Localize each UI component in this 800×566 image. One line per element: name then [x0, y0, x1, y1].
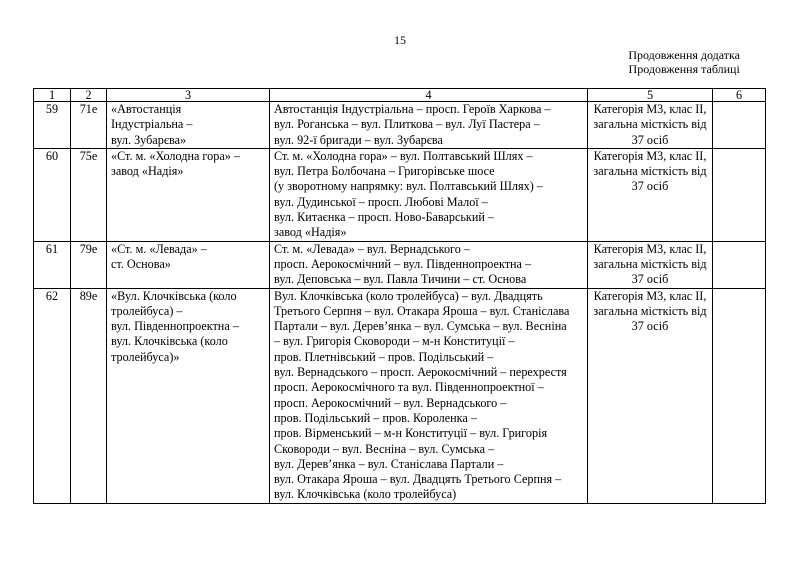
header-col-5: 5: [588, 89, 713, 102]
route-path: Ст. м. «Левада» – вул. Вернадського – просп. Аерокосмічний – вул. Південнопроектна – вул. Деповська – вул. Павла Тичини – ст. Основа: [270, 241, 588, 288]
vehicle-category: Категорія М3, клас ІІ, загальна місткість від 37 осіб: [588, 241, 713, 288]
table-row: [34, 148, 766, 241]
table-row: [34, 102, 766, 149]
vehicle-category: Категорія М3, клас ІІ, загальна місткість від 37 осіб: [588, 288, 713, 503]
route-number: 75е: [71, 148, 107, 241]
route-number: 89е: [71, 288, 107, 503]
table-row: [34, 288, 766, 503]
col6-cell: [713, 241, 766, 288]
continuation-note: [628, 48, 740, 76]
vehicle-category: Категорія М3, клас ІІ, загальна місткість від 37 осіб: [588, 148, 713, 241]
col6-cell: [713, 148, 766, 241]
route-path: Вул. Клочківська (коло тролейбуса) – вул. Двадцять Третього Серпня – вул. Отакара Яроша – вул. Станіслава Партали – вул. Дерев’янка – вул. Сумська – вул. Весніна – вул. Григорія Сковороди – м-н Конституції – пров. Плетнівський – пров. Подільський – вул. Вернадського – просп. Аерокосмічний – перехрестя просп. Аерокосмічного та вул. Південнопроектної – просп. Аерокосмічний – вул. Вернадського – пров. Подільський – пров. Короленка – пров. Вірменський – м-н Конституції – вул. Григорія Сковороди – вул. Весніна – вул. Сумська – вул. Дерев’янка – вул. Станіслава Партали – вул. Отакара Яроша – вул. Двадцять Третього Серпня – вул. Клочківська (коло тролейбуса): [270, 288, 588, 503]
row-number: 61: [34, 241, 71, 288]
route-number: 71е: [71, 102, 107, 149]
route-number: 79е: [71, 241, 107, 288]
route-path: Ст. м. «Холодна гора» – вул. Полтавський Шлях – вул. Петра Болбочана – Григорівське шосе (у зворотному напрямку: вул. Полтавський Шлях) – вул. Дудинської – просп. Любові Малої – вул. Китаєнка – просп. Ново-Баварський – завод «Надія»: [270, 148, 588, 241]
header-col-4: 4: [270, 89, 588, 102]
col6-cell: [713, 102, 766, 149]
header-col-6: 6: [713, 89, 766, 102]
header-col-1: 1: [34, 89, 71, 102]
row-number: 59: [34, 102, 71, 149]
header-col-3: 3: [107, 89, 270, 102]
routes-table: [33, 88, 766, 504]
page-number: 15: [394, 33, 406, 47]
continuation-table-label: Продовження таблиці: [628, 62, 740, 76]
route-name: «Автостанція Індустріальна – вул. Зубарєва»: [107, 102, 270, 149]
vehicle-category: Категорія М3, клас ІІ, загальна місткість від 37 осіб: [588, 102, 713, 149]
table-header-row: [34, 89, 766, 102]
col6-cell: [713, 288, 766, 503]
continuation-appendix-label: Продовження додатка: [628, 48, 740, 62]
table-row: [34, 241, 766, 288]
route-path: Автостанція Індустріальна – просп. Героїв Харкова – вул. Роганська – вул. Плиткова – вул. Луї Пастера – вул. 92-ї бригади – вул. Зубарєва: [270, 102, 588, 149]
route-name: «Ст. м. «Левада» – ст. Основа»: [107, 241, 270, 288]
route-name: «Ст. м. «Холодна гора» – завод «Надія»: [107, 148, 270, 241]
route-name: «Вул. Клочківська (коло тролейбуса) – вул. Південнопроектна – вул. Клочківська (коло тролейбуса)»: [107, 288, 270, 503]
row-number: 62: [34, 288, 71, 503]
header-col-2: 2: [71, 89, 107, 102]
row-number: 60: [34, 148, 71, 241]
